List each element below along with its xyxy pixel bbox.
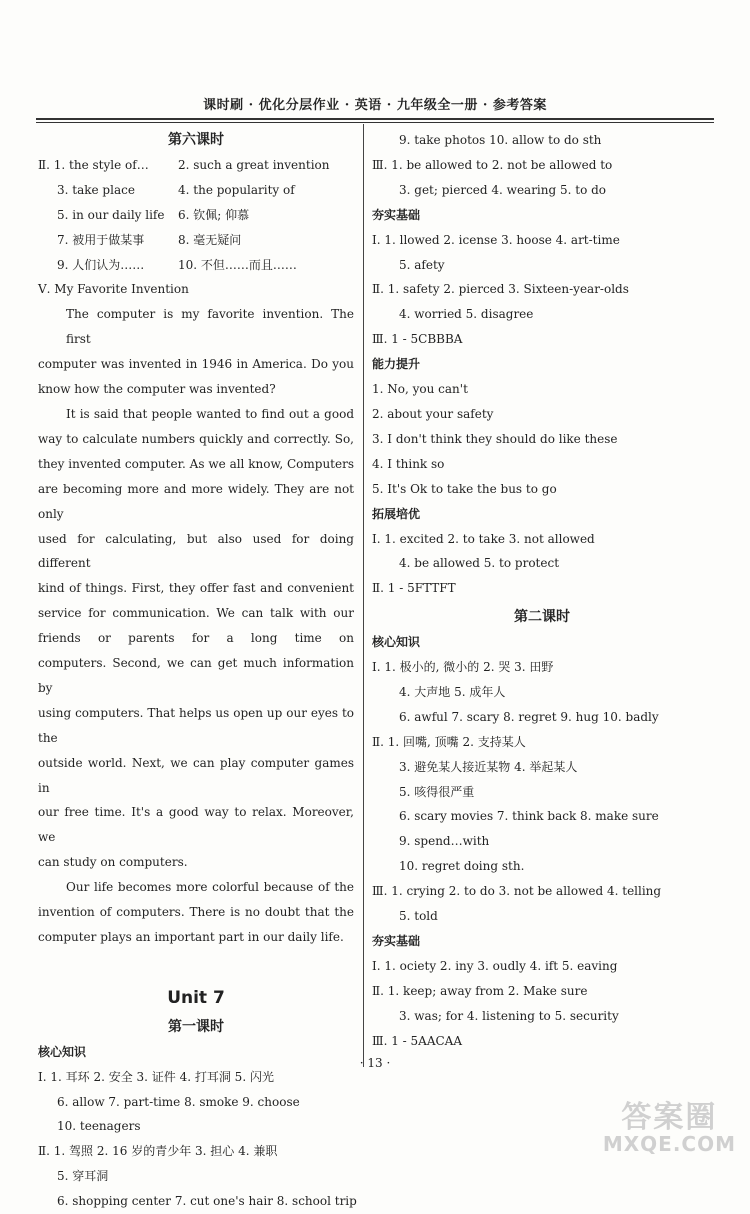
answer-row <box>38 253 354 278</box>
answer-line: Ⅲ. 1 - 5AACAA <box>372 1033 462 1048</box>
answer-line: 9. take photos 10. allow to do sth <box>399 133 602 147</box>
answer-item: 8. 毫无疑问 <box>178 232 242 247</box>
answer-line: 4. 大声地 5. 成年人 <box>399 684 506 699</box>
answer-item: 5. in our daily life <box>57 207 165 222</box>
answer-line: 6. awful 7. scary 8. regret 9. hug 10. badly <box>399 709 659 724</box>
answer-line: Ⅱ. 1. 驾照 2. 16 岁的青少年 3. 担心 4. 兼职 <box>38 1144 278 1159</box>
answer-row <box>38 203 354 228</box>
answer-line: 3. get; pierced 4. wearing 5. to do <box>399 182 607 197</box>
lesson-title: 第二课时 <box>514 609 570 626</box>
essay-line: invention of computers. There is no doubt that the <box>38 905 354 920</box>
lesson-title: 第六课时 <box>168 132 224 148</box>
answer-line: 6. shopping center 7. cut one's hair 8. school trip <box>57 1194 357 1209</box>
answer-line: 5. It's Ok to take the bus to go <box>372 481 557 496</box>
answer-line: 5. 咳得很严重 <box>399 784 475 799</box>
essay-line: using computers. That helps us open up our eyes to the <box>38 705 354 745</box>
essay-line: friends or parents for a long time on <box>38 631 354 646</box>
essay-line: can study on computers. <box>38 855 188 870</box>
essay-line: way to calculate numbers quickly and correctly. So, <box>38 431 354 446</box>
section-title: 核心知识 <box>38 1044 87 1059</box>
answer-item: 7. 被用于做某事 <box>57 232 145 247</box>
answer-line: 4. worried 5. disagree <box>399 307 534 322</box>
lesson-title: 第一课时 <box>168 1018 224 1035</box>
answer-line: 2. about your safety <box>372 406 494 421</box>
essay-line: service for communication. We can talk with our <box>38 606 354 621</box>
essay-line: computer plays an important part in our daily life. <box>38 930 344 944</box>
essay-line: know how the computer was invented? <box>38 382 276 397</box>
answer-line: 5. told <box>399 909 438 924</box>
answer-line: Ⅱ. 1. 回嘴, 顶嘴 2. 支持某人 <box>372 734 526 749</box>
answer-item: 3. take place <box>57 182 135 197</box>
page-number: · 13 · <box>359 1056 391 1070</box>
answer-line: 6. scary movies 7. think back 8. make sure <box>399 809 659 824</box>
watermark-bottom: MXQE.COM <box>602 1132 736 1156</box>
answer-line: Ⅰ. 1. excited 2. to take 3. not allowed <box>372 531 595 546</box>
right-column <box>372 128 712 1054</box>
answer-row <box>38 228 354 253</box>
watermark-logo <box>603 1092 736 1156</box>
answer-line: Ⅰ. 1. llowed 2. icense 3. hoose 4. art-time <box>372 232 620 247</box>
section-title: 拓展培优 <box>372 506 421 521</box>
column-divider <box>363 124 364 1067</box>
essay-line: The computer is my favorite invention. The first <box>66 307 354 347</box>
answer-row <box>38 153 354 178</box>
answer-line: Ⅰ. 1. 耳环 2. 安全 3. 证件 4. 打耳洞 5. 闪光 <box>38 1069 274 1084</box>
answer-line: Ⅱ. 1 - 5FTTFT <box>372 581 456 596</box>
answer-line: 3. I don't think they should do like these <box>372 431 618 446</box>
unit-title: Unit 7 <box>167 987 225 1008</box>
answer-line: 6. allow 7. part-time 8. smoke 9. choose <box>57 1094 300 1109</box>
answer-line: 1. No, you can't <box>372 382 468 397</box>
answer-line: 9. spend…with <box>399 834 490 849</box>
essay-line: Our life becomes more colorful because of the <box>66 880 354 895</box>
answer-line: 5. 穿耳洞 <box>57 1169 109 1184</box>
answer-line: 3. 避免某人接近某物 4. 举起某人 <box>399 759 578 774</box>
header-rule-thin <box>36 122 714 123</box>
answer-line: Ⅱ. 1. safety 2. pierced 3. Sixteen-year-olds <box>372 282 629 297</box>
left-column <box>38 128 357 1214</box>
essay-line: they invented computer. As we all know, Computers <box>38 456 354 471</box>
answer-line: 10. regret doing sth. <box>399 859 525 874</box>
answer-item: Ⅱ. 1. the style of… <box>38 157 149 172</box>
answer-line: 3. was; for 4. listening to 5. security <box>399 1008 619 1023</box>
header-rule <box>36 118 714 120</box>
essay-title: Ⅴ. My Favorite Invention <box>38 282 189 297</box>
answer-row <box>38 178 354 203</box>
watermark-top: 答案圈 <box>621 1100 718 1135</box>
answer-line: Ⅲ. 1 - 5CBBBA <box>372 332 463 347</box>
section-title: 夯实基础 <box>372 934 421 948</box>
page-header: 课时刷 · 优化分层作业 · 英语 · 九年级全一册 · 参考答案 <box>203 98 547 113</box>
essay-line: It is said that people wanted to find out a good <box>66 406 354 421</box>
section-title: 能力提升 <box>372 357 421 372</box>
answer-item: 9. 人们认为…… <box>57 257 145 272</box>
answer-line: 5. afety <box>399 257 445 272</box>
answer-line: 4. I think so <box>372 456 445 471</box>
answer-line: Ⅰ. 1. 极小的, 微小的 2. 哭 3. 田野 <box>372 660 554 675</box>
essay-line: our free time. It's a good way to relax. Moreover, we <box>38 805 354 845</box>
answer-item: 6. 钦佩; 仰慕 <box>178 207 250 222</box>
answer-item: 10. 不但……而且…… <box>178 257 297 272</box>
essay-line: computers. Second, we can get much information by <box>38 656 354 695</box>
answer-line: Ⅰ. 1. ociety 2. iny 3. oudly 4. ift 5. eaving <box>372 958 618 973</box>
section-title: 核心知识 <box>372 635 421 650</box>
essay-line: kind of things. First, they offer fast and convenient <box>38 581 354 596</box>
answer-line: Ⅲ. 1. crying 2. to do 3. not be allowed 4. telling <box>372 884 662 899</box>
essay <box>38 302 354 950</box>
essay-line: computer was invented in 1946 in America. Do you <box>38 357 354 372</box>
answer-line: 4. be allowed 5. to protect <box>399 556 560 571</box>
essay-line: are becoming more and more widely. They are not only <box>38 481 354 521</box>
essay-line: outside world. Next, we can play computer games in <box>38 755 354 795</box>
answer-item: 2. such a great invention <box>178 157 330 172</box>
section-title: 夯实基础 <box>372 207 421 222</box>
answer-item: 4. the popularity of <box>178 182 295 197</box>
essay-line: used for calculating, but also used for doing different <box>38 531 354 571</box>
answer-line: Ⅱ. 1. keep; away from 2. Make sure <box>372 983 588 998</box>
answer-line: Ⅲ. 1. be allowed to 2. not be allowed to <box>372 157 613 172</box>
answer-line: 10. teenagers <box>57 1119 141 1134</box>
